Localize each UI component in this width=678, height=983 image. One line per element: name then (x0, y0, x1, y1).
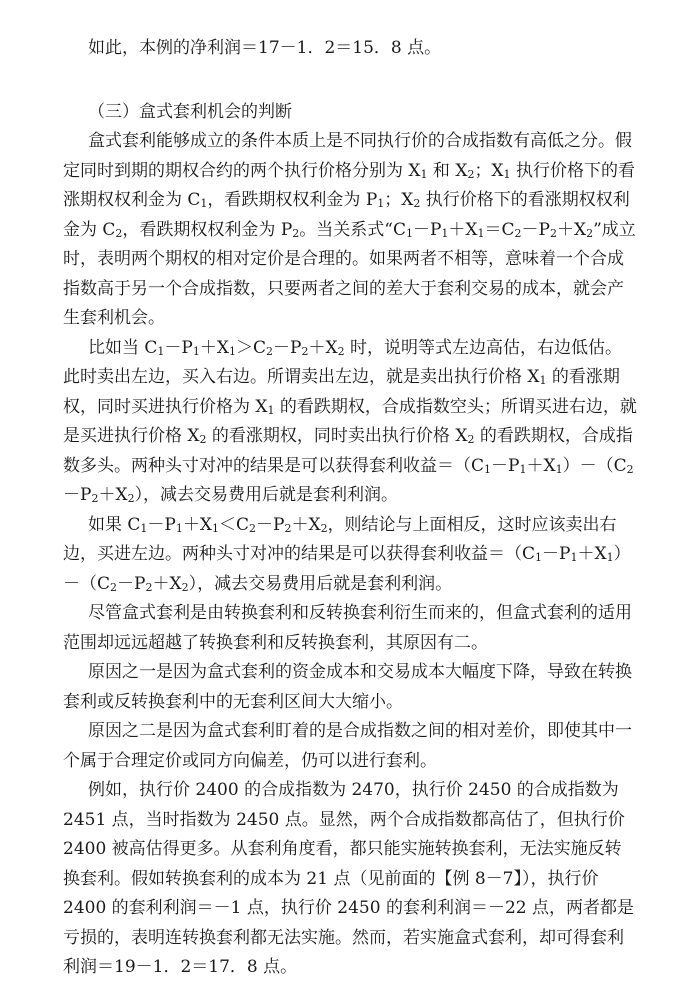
section-heading: （三）盒式套利机会的判断 (88, 101, 292, 122)
paragraph-example-left-high: 比如当 $C_1-P_1+X_1>C_2-P_2+X_2$ 时，说明等式左边高估，右边低估。此时卖出左边，买入右边。所谓卖出左边，就是卖出执行价格 $X_1$ 的看涨期权，同时买进执行价格为 $X_1$ 的看跌期权，合成指数空头；所谓买进右边，就是买进执行价格 $X_2$ 的看涨期权，同时卖出执行价格 $X_2$ 的看跌期权，合成指数多头。两种头寸对冲的结果是可以获得套利收益$=(C_1-P_1+X_1)-(C_2-P_2+X_2)$，减去交易费用后就是套利利润。 (63, 337, 637, 505)
paragraph-reason-one: 原因之一是因为盒式套利的资金成本和交易成本大幅度下降，导致在转换套利或反转换套利中的无套利区间大大缩小。 (63, 662, 632, 712)
paragraph-numeric-example: 例如，执行价 2400 的合成指数为 2470，执行价 2450 的合成指数为 2451 点，当时指数为 2450 点。显然，两个合成指数都高估了，但执行价 2400 被高估得更多。从套利角度看，都只能实施转换套利，无法实施反转换套利。假如转换套利的成本为 21 点（见前面的【例 8－7】），执行价 2400 的套利利润＝－1 点，执行价 2450 的套利利润＝－22 点，两者都是亏损的，表明连转换套利都无法实施。然而，若实施盒式套利，却可得套利利润＝19－1．2＝17．8 点。 (63, 780, 634, 977)
paragraph-reason-two: 原因之二是因为盒式套利盯着的是合成指数之间的相对差价，即使其中一个属于合理定价或同方向偏差，仍可以进行套利。 (63, 721, 632, 771)
paragraph-net-profit: 如此，本例的净利润＝17－1．2＝15．8 点。 (88, 38, 442, 58)
paragraph-example-left-low: 如果 $C_1-P_1+X_1<C_2-P_2+X_2$，则结论与上面相反，这时应该卖出右边，买进左边。两种头寸对冲的结果是可以获得套利收益$=(C_1-P_1+X_1)-(C_2-P_2+X_2)$，减去交易费用后就是套利利润。 (63, 514, 631, 594)
paragraph-scope: 尽管盒式套利是由转换套利和反转换套利衍生而来的，但盒式套利的适用范围却远远超越了转换套利和反转换套利，其原因有二。 (63, 603, 632, 653)
paragraph-conditions: 盒式套利能够成立的条件本质上是不同执行价的合成指数有高低之分。假定同时到期的期权合约的两个执行价格分别为 $X_1$ 和 $X_2$；$X_1$ 执行价格下的看涨期权权利金为 $C_1$，看跌期权权利金为 $P_1$；$X_2$ 执行价格下的看涨期权权利金为 $C_2$，看跌期权权利金为 $P_2$。当关系式“$C_1-P_1+X_1=C_2-P_2+X_2$”成立时，表明两个期权的相对定价是合理的。如果两者不相等，意味着一个合成指数高于另一个合成指数，只要两者之间的差大于套利交易的成本，就会产生套利机会。 (63, 131, 636, 328)
